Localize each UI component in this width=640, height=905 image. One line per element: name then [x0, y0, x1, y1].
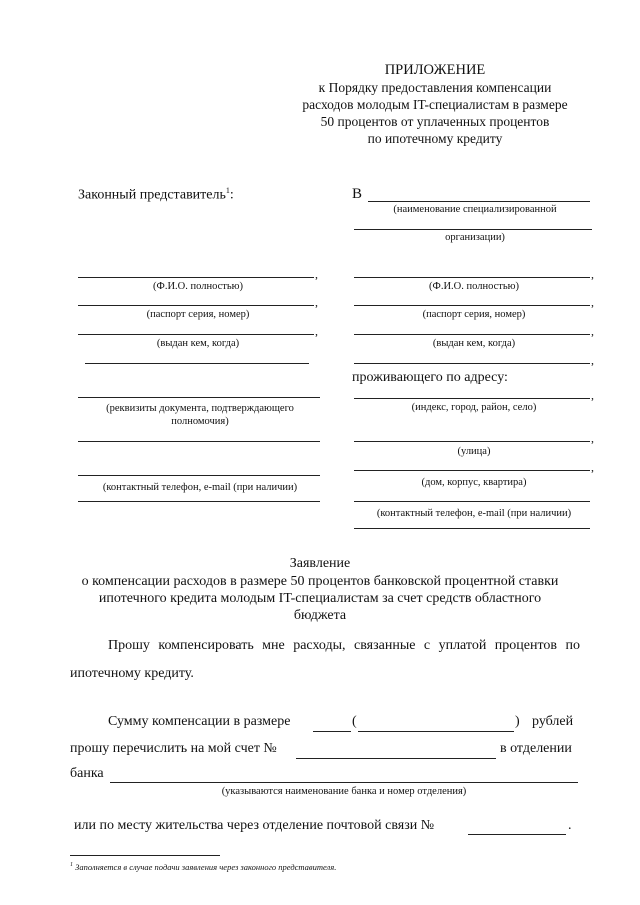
- sum-open-paren: (: [352, 714, 357, 729]
- rep-issued-caption: (выдан кем, когда): [156, 338, 240, 349]
- passport-caption: (паспорт серия, номер): [422, 309, 526, 320]
- rep-label: Законный представитель$^1$:: [78, 186, 234, 203]
- passport-line[interactable]: [354, 305, 590, 306]
- bank-caption: (указываются наименование банка и номер отделения): [221, 786, 467, 797]
- house-caption: (дом, корпус, квартира): [421, 477, 527, 488]
- appendix-line-4: по ипотечному кредиту: [367, 131, 503, 146]
- sum-number-line[interactable]: [313, 731, 351, 732]
- footnote: $^1$ Заполняется в случае подачи заявления через законного представителя.: [70, 862, 337, 872]
- statement-subtitle-2: ипотечного кредита молодым IT-специалистам за счет средств областного: [98, 591, 542, 606]
- appendix-line-3: 50 процентов от уплаченных процентов: [320, 114, 550, 129]
- appendix-line-1: к Порядку предоставления компенсации: [318, 80, 552, 95]
- request-line-1: Прошу компенсировать мне расходы, связанные с уплатой процентов по: [108, 638, 580, 653]
- rep-extra-line[interactable]: [85, 363, 309, 364]
- phone-caption: (контактный телефон, e-mail (при наличии): [376, 508, 572, 519]
- issued-caption: (выдан кем, когда): [432, 338, 516, 349]
- issued-line-2[interactable]: [354, 363, 590, 364]
- request-line-2: ипотечному кредиту.: [70, 666, 194, 681]
- index-line[interactable]: [354, 398, 590, 399]
- rep-doc-line[interactable]: [78, 397, 320, 398]
- bank-line[interactable]: [110, 782, 578, 783]
- org-caption-2: организации): [445, 232, 505, 243]
- org-line[interactable]: [368, 201, 590, 202]
- phone-line[interactable]: [354, 501, 590, 502]
- branch-label: в отделении: [500, 741, 572, 756]
- rep-doc-line-2[interactable]: [78, 441, 320, 442]
- rep-phone-line[interactable]: [78, 475, 320, 476]
- rep-phone-line-2[interactable]: [78, 501, 320, 502]
- statement-title: Заявление: [289, 556, 351, 571]
- statement-subtitle-1: о компенсации расходов в размере 50 процентов банковской процентной ставки: [81, 574, 559, 589]
- statement-subtitle-3: бюджета: [293, 608, 347, 623]
- appendix-line-2: расходов молодым IT-специалистам в размере: [302, 97, 568, 112]
- transfer-label: прошу перечислить на мой счет №: [70, 741, 277, 756]
- to-prefix: В: [352, 186, 363, 202]
- rep-fio-line[interactable]: [78, 277, 314, 278]
- rep-doc-caption-1: (реквизиты документа, подтверждающего: [106, 403, 294, 414]
- rep-fio-caption: (Ф.И.О. полностью): [153, 281, 243, 292]
- bank-label: банка: [70, 766, 104, 781]
- index-caption: (индекс, город, район, село): [411, 402, 537, 413]
- street-line[interactable]: [354, 441, 590, 442]
- rep-phone-caption: (контактный телефон, e-mail (при наличии): [102, 482, 298, 493]
- street-caption: (улица): [457, 446, 491, 457]
- org-line-2[interactable]: [354, 229, 592, 230]
- issued-line[interactable]: [354, 334, 590, 335]
- rep-doc-caption-2: полномочия): [171, 416, 229, 427]
- postal-line[interactable]: [468, 834, 566, 835]
- sum-close-paren: ): [515, 714, 520, 729]
- footnote-rule: [70, 855, 220, 856]
- fio-caption: (Ф.И.О. полностью): [429, 281, 519, 292]
- postal-end: .: [568, 818, 572, 833]
- sum-unit: рублей: [532, 714, 574, 729]
- sum-words-line[interactable]: [358, 731, 514, 732]
- account-line[interactable]: [296, 758, 496, 759]
- rep-passport-line[interactable]: [78, 305, 314, 306]
- fio-line[interactable]: [354, 277, 590, 278]
- postal-label: или по месту жительства через отделение почтовой связи №: [74, 818, 435, 833]
- rep-passport-caption: (паспорт серия, номер): [146, 309, 250, 320]
- appendix-title: ПРИЛОЖЕНИЕ: [384, 62, 486, 78]
- sum-label: Сумму компенсации в размере: [108, 714, 291, 729]
- residing-label: проживающего по адресу:: [352, 370, 508, 385]
- phone-line-2[interactable]: [354, 528, 590, 529]
- house-line[interactable]: [354, 470, 590, 471]
- rep-issued-line[interactable]: [78, 334, 314, 335]
- org-caption-1: (наименование специализированной: [393, 204, 557, 215]
